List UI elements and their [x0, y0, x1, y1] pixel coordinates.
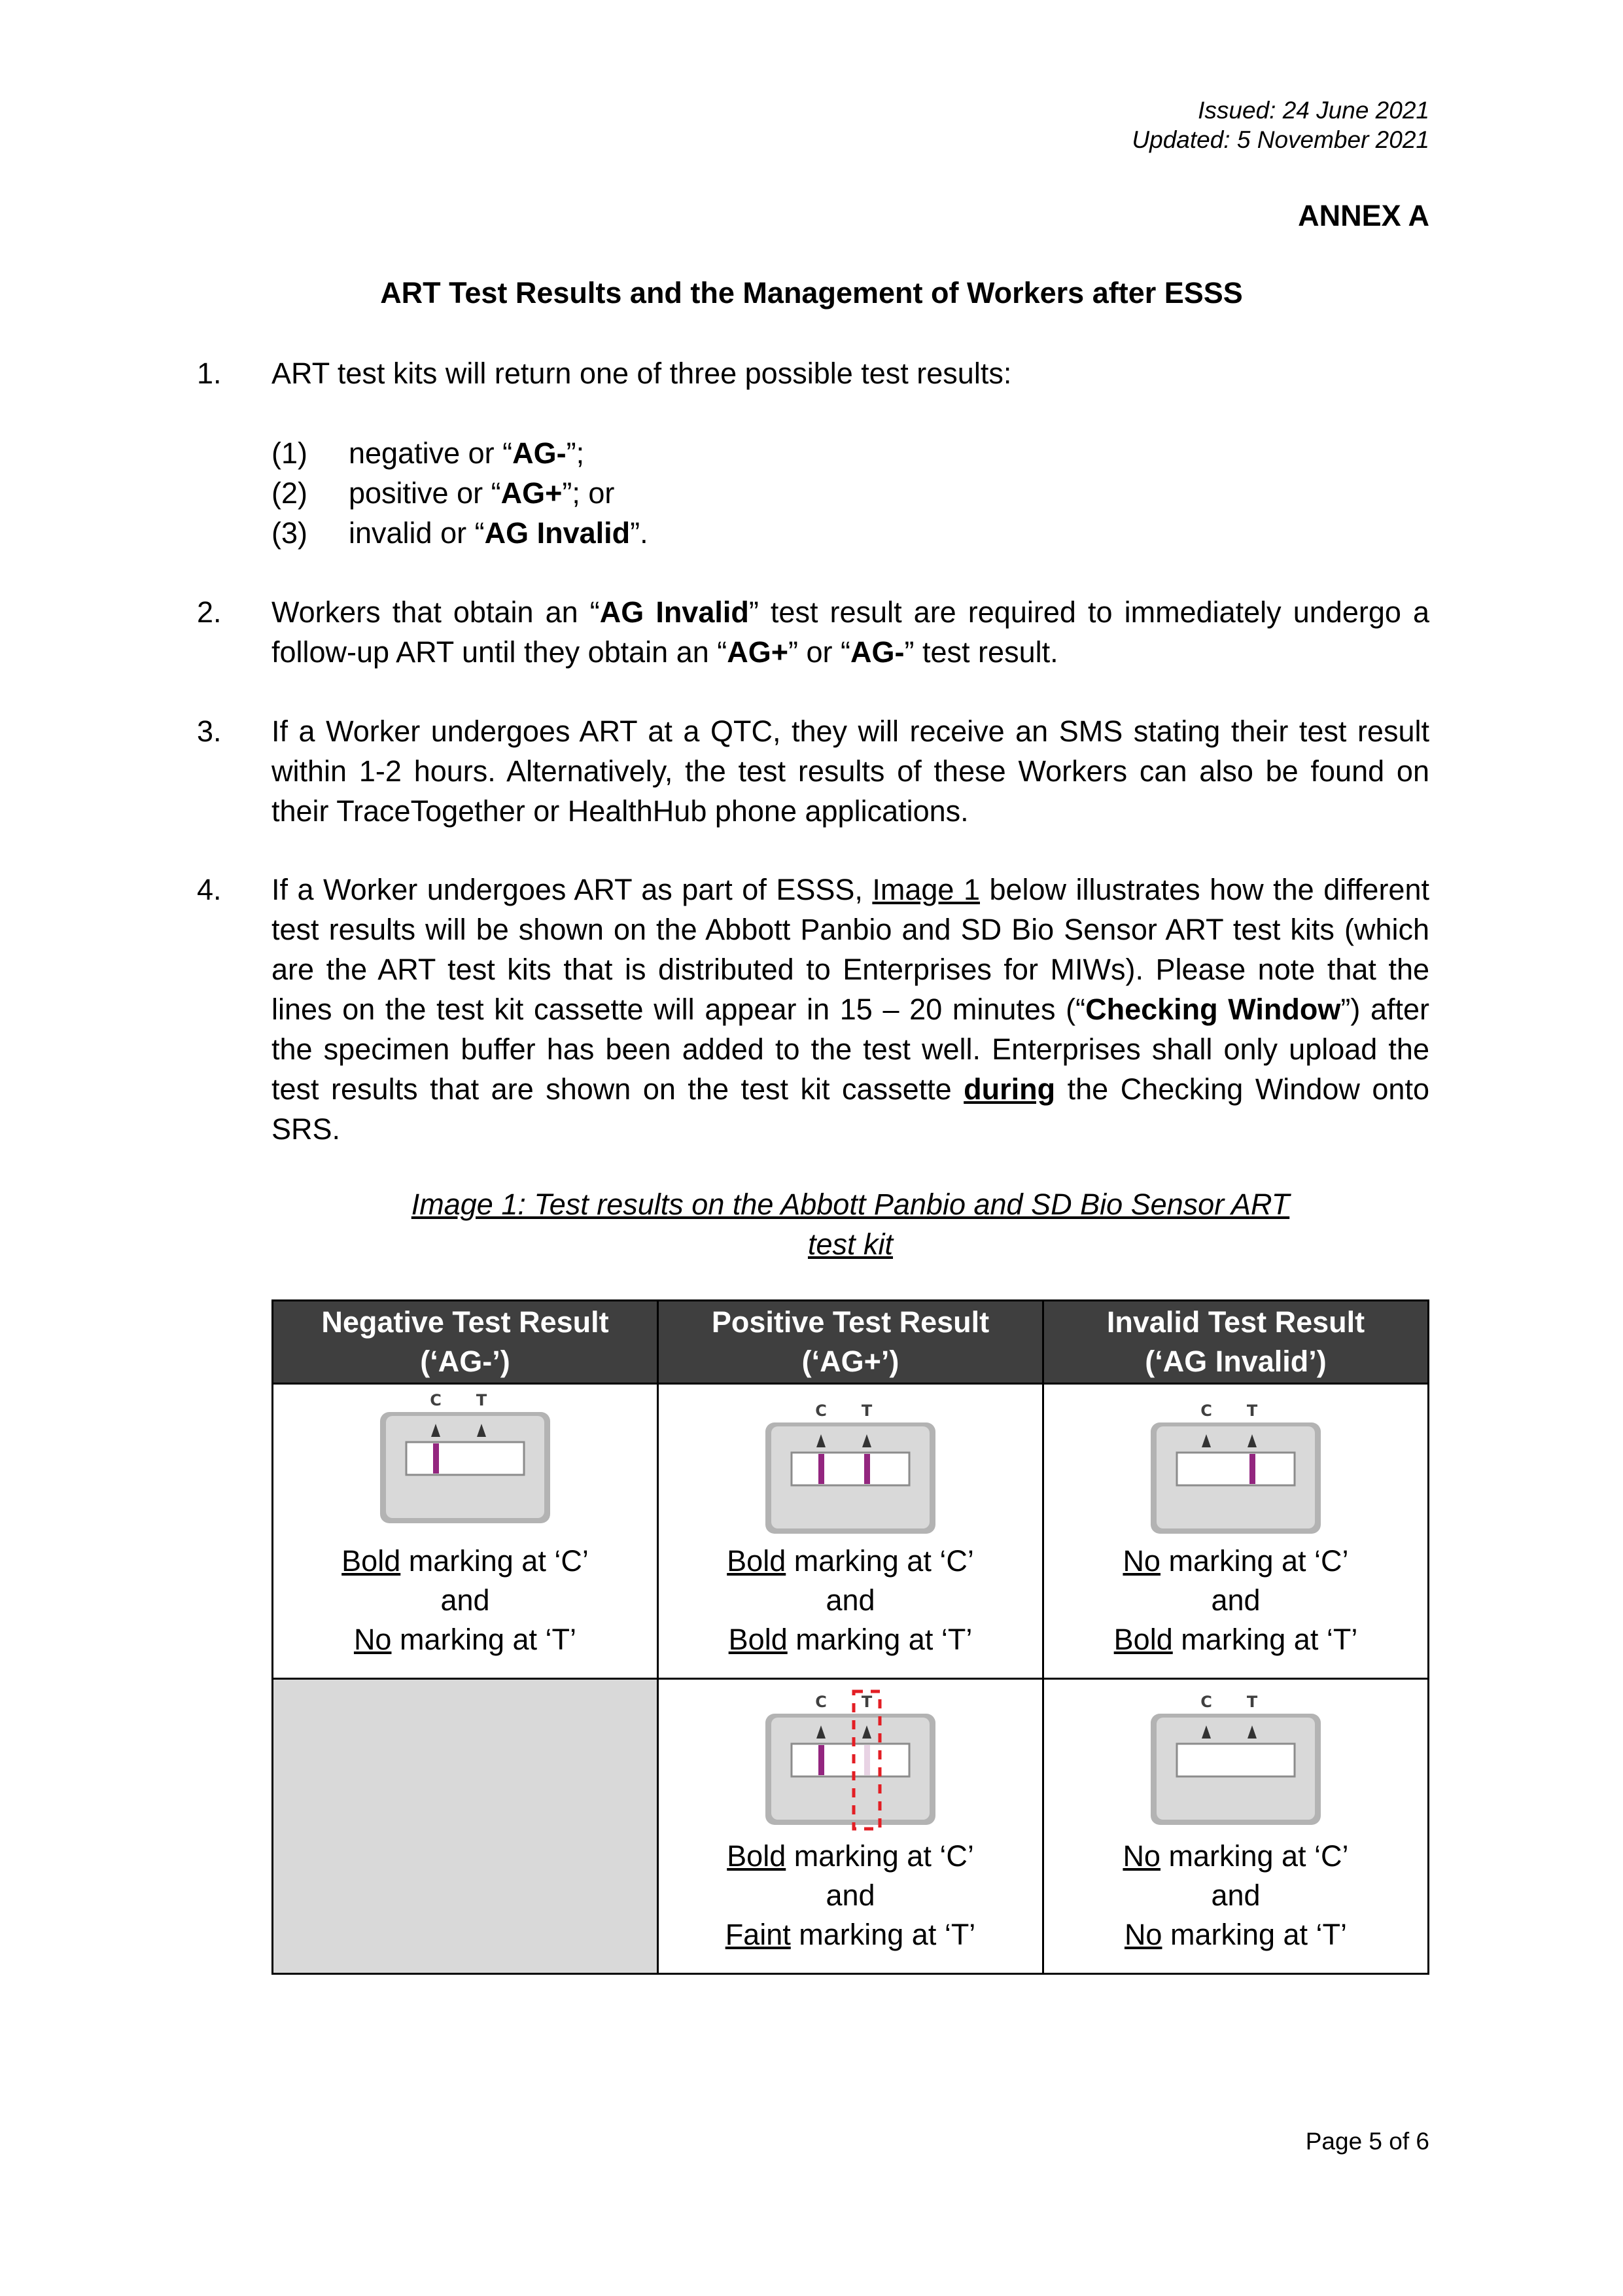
kit-t-label: T	[861, 1693, 873, 1711]
c-line-bold	[818, 1454, 824, 1484]
sub-item-number-3: (3)	[271, 516, 307, 550]
c-line-bold	[433, 1443, 439, 1474]
item-number-4: 4.	[197, 873, 222, 906]
kit-c-label: C	[815, 1402, 827, 1420]
kit-t-label: T	[861, 1402, 873, 1420]
issued-date: Issued: 24 June 2021	[1198, 97, 1429, 124]
positive-faint-result-description: Bold marking at ‘C’ and Faint marking at ‘T’	[725, 1839, 976, 1951]
image-caption: Image 1: Test results on the Abbott Panbio and SD Bio Sensor ART test kit	[411, 1188, 1290, 1261]
test-kit-positive-faint-icon	[762, 1687, 939, 1831]
item-text-2: Workers that obtain an “AG Invalid” test result are required to immediately undergo a follow-up ART until they obtain an “AG+” or “AG-” test result.	[271, 595, 1429, 669]
positive-result-description: Bold marking at ‘C’ and Bold marking at ‘T’	[727, 1544, 974, 1656]
item-number-2: 2.	[197, 595, 222, 629]
invalid-result-cell	[1043, 1384, 1429, 1679]
item-text-1: ART test kits will return one of three possible test results:	[271, 357, 1012, 390]
header-invalid: Invalid Test Result (‘AG Invalid’)	[1043, 1301, 1429, 1384]
updated-date: Updated: 5 November 2021	[1132, 126, 1429, 153]
t-line-bold	[1249, 1454, 1255, 1484]
kit-c-label: C	[815, 1693, 827, 1711]
kit-t-label: T	[476, 1391, 487, 1409]
test-kit-positive-icon	[762, 1396, 939, 1540]
page-number: Page 5 of 6	[1305, 2128, 1429, 2155]
document-dates	[1132, 96, 1429, 154]
kit-c-label: C	[1200, 1693, 1212, 1711]
header-positive: Positive Test Result (‘AG+’)	[658, 1301, 1043, 1384]
positive-faint-result-cell	[658, 1679, 1043, 1974]
item-text-4: If a Worker undergoes ART as part of ESSS, Image 1 below illustrates how the different test results will be shown on the Abbott Panbio and SD Bio Sensor ART test kits (which are the ART test kits that is distributed to Enterprises for MIWs). Please note that the lines on the test kit cassette will appear in 15 – 20 minutes (“Checking Window”) after the specimen buffer has been added to the test well. Enterprises shall only upload the test results that are shown on the test kit cassette during the Checking Window onto SRS.	[271, 873, 1429, 1146]
t-line-bold	[864, 1454, 870, 1484]
test-kit-negative-icon	[377, 1386, 553, 1530]
negative-result-description: Bold marking at ‘C’ and No marking at ‘T’	[341, 1544, 589, 1656]
kit-c-label: C	[430, 1391, 442, 1409]
invalid-none-result-cell	[1043, 1679, 1429, 1974]
test-kit-invalid-icon	[1147, 1396, 1324, 1540]
empty-cell	[273, 1679, 658, 1974]
positive-result-cell	[658, 1384, 1043, 1679]
t-line-faint	[864, 1745, 870, 1775]
test-kit-invalid-none-icon	[1147, 1687, 1324, 1831]
item-number-3: 3.	[197, 715, 222, 748]
item-text-3: If a Worker undergoes ART at a QTC, they will receive an SMS stating their test result within 1-2 hours. Alternatively, the test results of these Workers can also be found on their TraceTogether or HealthHub phone applications.	[271, 715, 1429, 828]
sub-item-number-2: (2)	[271, 476, 307, 510]
sub-item-text-3: invalid or “AG Invalid”.	[349, 516, 648, 550]
kit-t-label: T	[1246, 1693, 1258, 1711]
invalid-none-result-description: No marking at ‘C’ and No marking at ‘T’	[1123, 1839, 1349, 1951]
image-1-reference: Image 1	[872, 873, 980, 906]
sub-item-text-1: negative or “AG-”;	[349, 436, 585, 470]
item-number-1: 1.	[197, 357, 222, 390]
sub-item-number-1: (1)	[271, 436, 307, 470]
invalid-result-description: No marking at ‘C’ and Bold marking at ‘T’	[1113, 1544, 1358, 1656]
test-results-table	[271, 1299, 1429, 1975]
sub-item-text-2: positive or “AG+”; or	[349, 476, 615, 510]
c-line-bold	[818, 1745, 824, 1775]
kit-c-label: C	[1200, 1402, 1212, 1420]
negative-result-cell	[273, 1384, 658, 1679]
kit-t-label: T	[1246, 1402, 1258, 1420]
page-title: ART Test Results and the Management of Workers after ESSS	[380, 276, 1243, 309]
header-negative: Negative Test Result (‘AG-’)	[273, 1301, 658, 1384]
annex-label: ANNEX A	[1298, 199, 1429, 232]
